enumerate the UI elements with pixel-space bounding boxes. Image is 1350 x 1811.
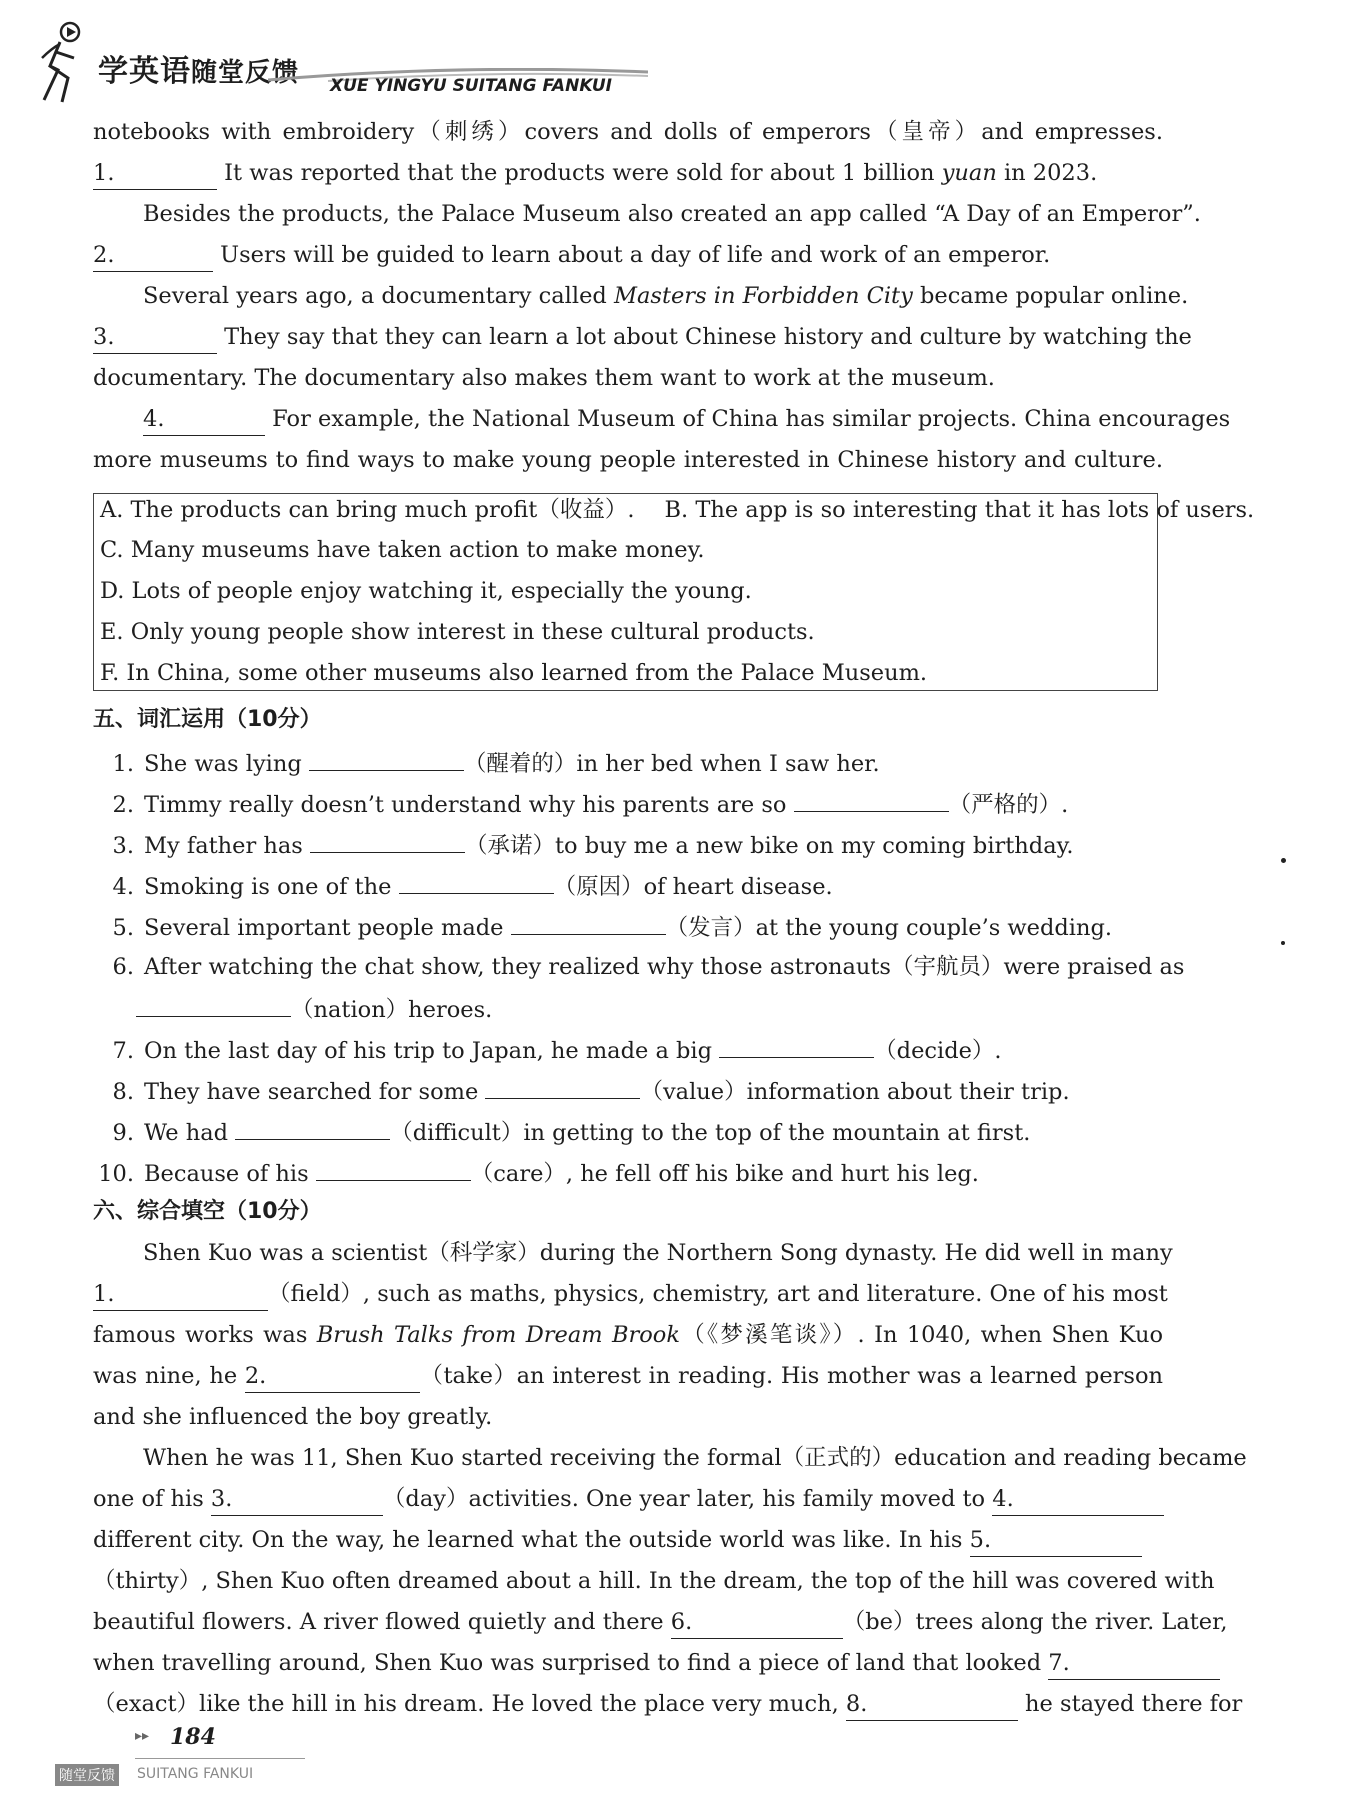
play-arrows-icon: ▸▸: [135, 1728, 150, 1744]
page-footer: [55, 1724, 315, 1784]
option-f: F. In China, some other museums also learned from the Palace Museum.: [100, 660, 928, 686]
blank-1[interactable]: [93, 157, 217, 190]
answer-blank[interactable]: [399, 869, 554, 894]
blank-number: 4.: [143, 406, 165, 432]
passage-line-9: more museums to find ways to make young people interested in Chinese history and culture.: [93, 447, 1163, 473]
cloze-line-5: and she influenced the boy greatly.: [93, 1404, 493, 1430]
ink-dot: [1281, 858, 1286, 863]
footer-divider: [135, 1758, 305, 1759]
passage-line-2: 1. It was reported that the products were sold for about 1 billion yuan in 2023.: [93, 157, 1163, 190]
vocab-question-10: 10. Because of his （care）, he fell off his bike and hurt his leg.: [93, 1156, 1156, 1190]
vocab-question-3: 3. My father has （承诺）to buy me a new bike on my coming birthday.: [100, 828, 1163, 862]
passage-line-6: 3. They say that they can learn a lot about Chinese history and culture by watching the: [93, 321, 1163, 354]
vocab-question-6: 6. After watching the chat show, they realized why those astronauts（宇航员）were praised as: [112, 954, 1185, 980]
option-c: C. Many museums have taken action to make money.: [100, 537, 705, 563]
passage-line-8: 4. For example, the National Museum of China has similar projects. China encourages: [143, 403, 1163, 436]
cloze-blank-2[interactable]: 2.: [245, 1360, 420, 1393]
cloze-blank-3[interactable]: 3.: [211, 1483, 383, 1516]
vocab-question-1: 1. She was lying （醒着的）in her bed when I saw her.: [100, 746, 1163, 780]
option-e: E. Only young people show interest in these cultural products.: [100, 619, 815, 645]
answer-blank[interactable]: [485, 1074, 640, 1099]
cloze-blank-6[interactable]: 6.: [671, 1606, 843, 1639]
blank-3[interactable]: [93, 321, 217, 354]
answer-blank[interactable]: [309, 746, 464, 771]
vocab-question-7: 7. On the last day of his trip to Japan, he made a big （decide）.: [100, 1033, 1163, 1067]
answer-blank[interactable]: [719, 1033, 874, 1058]
vocab-question-9: 9. We had （difficult）in getting to the top of the mountain at first.: [100, 1115, 1163, 1149]
vocab-question-6-cont: （nation）heroes.: [136, 992, 1199, 1026]
header-title-main: 学英语: [98, 54, 191, 89]
blank-2[interactable]: [93, 239, 213, 272]
vocab-question-2: 2. Timmy really doesn’t understand why his parents are so （严格的）.: [100, 787, 1163, 821]
cloze-blank-8[interactable]: 8.: [846, 1688, 1018, 1721]
cloze-blank-1[interactable]: 1.: [93, 1278, 268, 1311]
cloze-line-4: was nine, he 2. （take）an interest in reading. His mother was a learned person: [93, 1360, 1163, 1393]
passage-line-1: notebooks with embroidery（刺绣）covers and dolls of emperors（皇帝）and empresses.: [93, 119, 1163, 145]
section-5-title: 五、词汇运用（10分）: [93, 707, 322, 732]
blank-4[interactable]: [143, 403, 265, 436]
blank-number: 2.: [93, 242, 115, 268]
answer-blank[interactable]: [136, 992, 291, 1017]
cloze-line-9: （thirty）, Shen Kuo often dreamed about a hill. In the dream, the top of the hill was covered with: [93, 1568, 1215, 1594]
ink-dot: [1281, 941, 1285, 945]
vocab-question-8: 8. They have searched for some （value）information about their trip.: [100, 1074, 1163, 1108]
passage-line-7: documentary. The documentary also makes them want to work at the museum.: [93, 365, 995, 391]
vocab-question-4: 4. Smoking is one of the （原因）of heart disease.: [100, 869, 1163, 903]
cloze-line-6: When he was 11, Shen Kuo started receiving the formal（正式的）education and reading became: [143, 1445, 1247, 1471]
cloze-line-12: （exact）like the hill in his dream. He loved the place very much, 8. he stayed there for: [93, 1688, 1163, 1721]
answer-blank[interactable]: [316, 1156, 471, 1181]
cloze-blank-7[interactable]: 7.: [1048, 1647, 1220, 1680]
option-row-ab: [100, 494, 1255, 526]
header-title-sub: 随堂反馈: [191, 58, 300, 88]
options-box: [93, 493, 1255, 691]
blank-number: 3.: [93, 324, 115, 350]
cloze-blank-4[interactable]: 4.: [992, 1483, 1164, 1516]
option-d: D. Lots of people enjoy watching it, especially the young.: [100, 578, 752, 604]
answer-blank[interactable]: [310, 828, 465, 853]
section-6-title: 六、综合填空（10分）: [93, 1199, 322, 1224]
cloze-line-10: beautiful flowers. A river flowed quietly and there 6. （be）trees along the river. Later,: [93, 1606, 1163, 1639]
cloze-line-7: one of his 3. （day）activities. One year later, his family moved to 4.: [93, 1483, 1163, 1516]
page-header: [38, 18, 1208, 110]
cloze-line-1: Shen Kuo was a scientist（科学家）during the Northern Song dynasty. He did well in many: [143, 1240, 1173, 1266]
cloze-line-8: different city. On the way, he learned what the outside world was like. In his 5.: [93, 1524, 1163, 1557]
cloze-line-2: 1. （field）, such as maths, physics, chemistry, art and literature. One of his most: [93, 1278, 1163, 1311]
answer-blank[interactable]: [511, 910, 666, 935]
cloze-blank-5[interactable]: 5.: [970, 1524, 1142, 1557]
passage-line-5: Several years ago, a documentary called Masters in Forbidden City became popular online.: [143, 283, 1189, 309]
option-a: A. The products can bring much profit（收益）.: [100, 497, 635, 523]
passage-line-3: Besides the products, the Palace Museum also created an app called “A Day of an Emperor”.: [143, 201, 1201, 227]
blank-number: 1.: [93, 160, 115, 186]
cloze-line-3: famous works was Brush Talks from Dream Brook（《梦溪笔谈》）. In 1040, when Shen Kuo: [93, 1322, 1163, 1348]
footer-label-cn: 随堂反馈: [55, 1764, 119, 1786]
header-title-en: XUE YINGYU SUITANG FANKUI: [330, 76, 613, 96]
option-b: B. The app is so interesting that it has lots of users.: [664, 497, 1255, 523]
cloze-line-11: when travelling around, Shen Kuo was surprised to find a piece of land that looked 7.: [93, 1647, 1163, 1680]
footer-label-en: SUITANG FANKUI: [137, 1766, 254, 1782]
page-number: 184: [170, 1724, 216, 1750]
vocab-question-5: 5. Several important people made （发言）at the young couple’s wedding.: [100, 910, 1163, 944]
answer-blank[interactable]: [235, 1115, 390, 1140]
answer-blank[interactable]: [794, 787, 949, 812]
passage-line-4: 2. Users will be guided to learn about a day of life and work of an emperor.: [93, 239, 1163, 272]
